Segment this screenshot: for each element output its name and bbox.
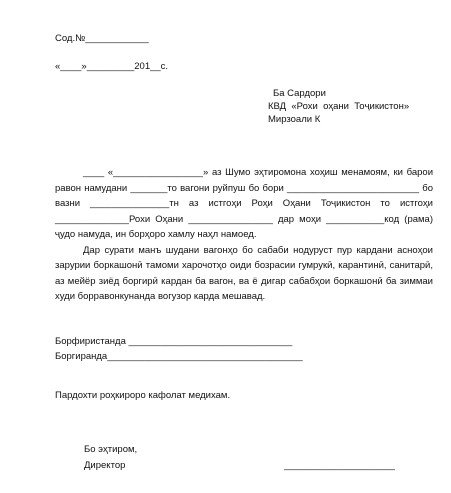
- closing-title: Директор: [84, 460, 126, 471]
- reference-number: Сод.№____________: [55, 33, 149, 44]
- letter-body: [55, 165, 433, 305]
- recipient-line-2: КВД «Рохи оҳани Тоҷикистон»: [268, 101, 410, 112]
- date-line: «____»_________201__с.: [55, 61, 169, 72]
- body-paragraph-2: Дар сурати манъ шудани вагонҳо бо сабаби нодуруст пур кардани асноҳои зарурии боркашонӣ тамоми харочотҳо оиди бозрасии гумрукӣ, карантинӣ, санитарӣ, аз мейёр зиёд боргирӣ кардан ба вагон, ва ё дигар сабабҳои боркашонӣ ба зиммаи худи борравонкунанда вогузор карда мешавад.: [55, 244, 433, 302]
- receiver-line: Боргиранда_____________________________________: [55, 351, 303, 362]
- body-paragraph-1: ____ «_________________» аз Шумо эҳтиромона хоҳиш менамоям, ки барои равон намудани _______то вагони руйпуш бо бори _________________________ бо вазни _______________тн аз истгоҳи Роҳи Оҳани Тоҷикистон то истгоҳи ______________Рохи Оҳани ________________ дар моҳи ___________код (рама) ҷудо намуда, ин борҳоро хамлу наҳл намоед.: [55, 167, 433, 240]
- sender-line: Борфиристанда _______________________________: [55, 336, 293, 347]
- recipient-line-1: Ба Сардори: [273, 88, 326, 99]
- guarantee-statement: Пардохти роҳкироро кафолат медихам.: [55, 390, 231, 401]
- signature-line: _____________________: [284, 460, 395, 471]
- recipient-line-3: Мирзоали К: [268, 114, 321, 125]
- closing-respect: Бо эҳтиром,: [84, 444, 138, 455]
